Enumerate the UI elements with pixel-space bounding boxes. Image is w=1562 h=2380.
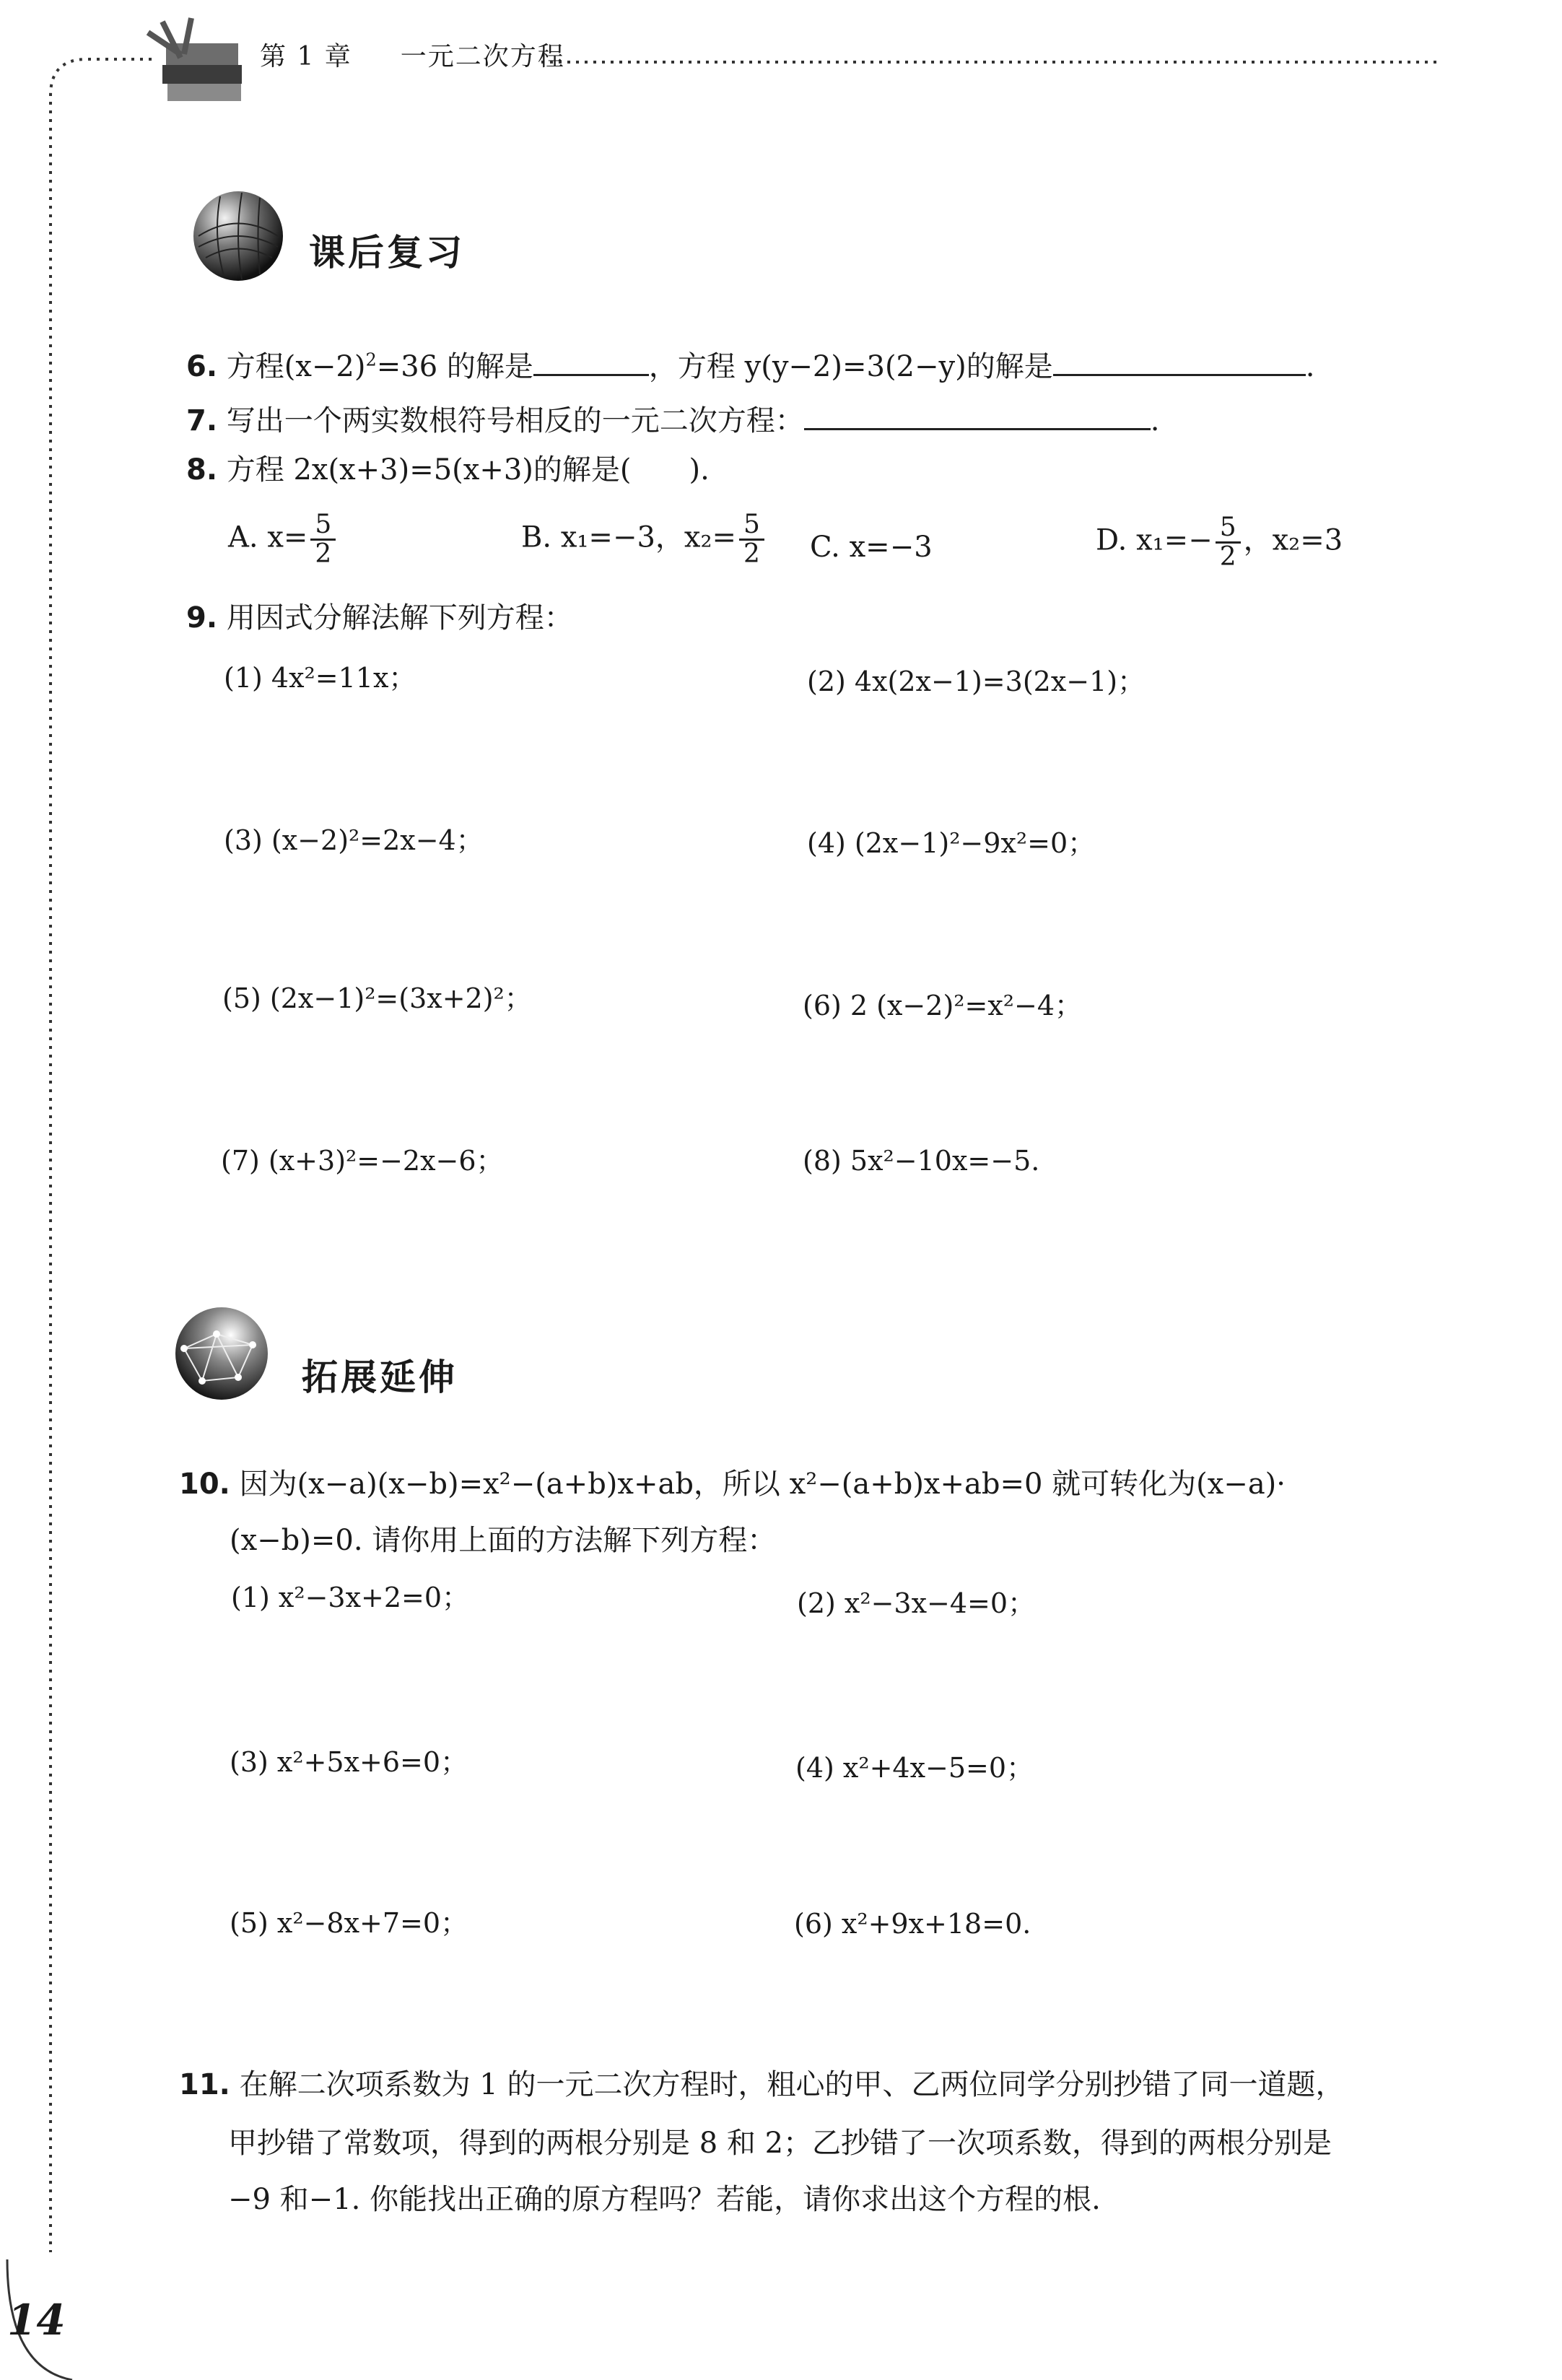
sub-label: (6) (803, 990, 842, 1021)
fraction (1216, 514, 1241, 571)
sub-expr: (2x−1)²−9x²=0； (854, 827, 1096, 859)
chapter-title: 一元二次方程 (400, 42, 565, 71)
question-text: 用因式分解法解下列方程： (226, 601, 573, 635)
sub-question-10-6 (794, 1908, 1031, 1940)
sub-question-9-4 (807, 821, 1095, 860)
denominator: 2 (315, 539, 332, 569)
question-number: 10. (179, 1468, 230, 1501)
option-d[interactable] (1096, 514, 1343, 571)
question-11-line3: −9 和−1. 你能找出正确的原方程吗？若能，请你求出这个方程的根. (228, 2183, 1101, 2216)
question-10-line2: (x−b)=0. 请你用上面的方法解下列方程： (230, 1524, 777, 1557)
sub-expr: 2 (x−2)²=x²−4； (850, 990, 1083, 1021)
sub-expr: x²−3x+2=0； (278, 1582, 470, 1613)
sub-question-10-1 (231, 1575, 469, 1615)
sub-question-9-8 (803, 1145, 1039, 1177)
question-number: 7. (186, 404, 218, 437)
sub-question-10-2 (797, 1581, 1035, 1621)
question-11-line2: 甲抄错了常数项，得到的两根分别是 8 和 2；乙抄错了一次项系数，得到的两根分别是 (228, 2127, 1332, 2160)
fraction (739, 511, 764, 568)
question-number: 9. (186, 601, 218, 635)
sub-expr: 4x²=11x； (271, 662, 416, 694)
sub-question-9-1 (224, 655, 416, 695)
sub-expr: (x−2)²=2x−4； (271, 824, 484, 856)
question-9 (186, 601, 573, 635)
section-title-review: 课后复习 (309, 232, 465, 274)
exponent: 2 (365, 349, 377, 370)
sub-question-10-4 (795, 1745, 1034, 1785)
sub-expr: 5x²−10x=−5. (850, 1145, 1040, 1177)
option-text: x₁=−3，x₂= (560, 520, 737, 554)
option-label: C. (810, 531, 840, 564)
numerator: 5 (739, 511, 764, 541)
question-text: 方程 2x(x+3)=5(x+3)的解是( ). (226, 453, 710, 487)
sub-expr: (2x−1)²=(3x+2)²； (269, 982, 532, 1014)
sub-expr: x²−8x+7=0； (276, 1907, 468, 1939)
numerator: 5 (310, 511, 336, 541)
sub-label: (1) (231, 1582, 270, 1613)
question-number: 8. (186, 453, 218, 487)
question-text: =36 的解是 (376, 350, 533, 383)
sub-label: (6) (794, 1908, 833, 1940)
sub-label: (5) (222, 982, 261, 1014)
sub-expr: x²+9x+18=0. (841, 1908, 1031, 1940)
question-8 (186, 453, 710, 487)
option-text: x= (267, 520, 308, 554)
sub-label: (2) (807, 666, 846, 697)
sub-label: (4) (795, 1752, 834, 1784)
numerator: 5 (1216, 514, 1241, 544)
sub-label: (3) (224, 824, 263, 856)
sub-question-9-7 (221, 1138, 504, 1178)
answer-blank[interactable] (533, 345, 649, 376)
sub-label: (8) (803, 1145, 842, 1177)
option-c[interactable] (810, 530, 933, 565)
question-text: 方程(x−2) (226, 350, 366, 383)
sub-label: (2) (797, 1587, 836, 1619)
question-6 (186, 345, 1314, 384)
question-text: ，方程 y(y−2)=3(2−y)的解是 (648, 350, 1053, 383)
option-text: ，x₂=3 (1243, 523, 1343, 557)
question-text: 因为(x−a)(x−b)=x²−(a+b)x+ab，所以 x²−(a+b)x+ab=0 就可转化为(x−a)· (239, 1468, 1286, 1501)
question-7 (186, 399, 1159, 438)
fraction (310, 511, 336, 568)
answer-blank[interactable] (1053, 345, 1306, 376)
chapter-number: 第 1 章 (260, 42, 352, 71)
option-b[interactable] (521, 511, 767, 568)
question-text: 在解二次项系数为 1 的一元二次方程时，粗心的甲、乙两位同学分别抄错了同一道题， (239, 2068, 1345, 2101)
question-11 (179, 2067, 1344, 2102)
sub-question-9-2 (807, 659, 1145, 699)
question-number: 6. (186, 350, 218, 383)
question-text: 写出一个两实数根符号相反的一元二次方程： (226, 404, 804, 437)
sub-question-9-3 (224, 818, 484, 858)
sub-question-10-3 (230, 1740, 468, 1779)
period: . (1305, 350, 1315, 383)
option-label: A. (228, 520, 258, 554)
sub-question-9-5 (222, 976, 532, 1016)
denominator: 2 (743, 539, 760, 569)
sub-label: (7) (221, 1145, 260, 1177)
sub-expr: x²−3x−4=0； (844, 1587, 1036, 1619)
question-number: 11. (179, 2068, 230, 2101)
sub-label: (5) (230, 1907, 269, 1939)
sub-expr: 4x(2x−1)=3(2x−1)； (854, 666, 1146, 697)
sub-label: (3) (230, 1746, 269, 1778)
option-text: x₁=− (1136, 523, 1213, 557)
globe-network-icon (173, 1305, 271, 1403)
sub-expr: (x+3)²=−2x−6； (268, 1145, 504, 1177)
option-text: x=−3 (849, 531, 933, 564)
page-number: 14 (7, 2296, 66, 2345)
option-a[interactable] (228, 511, 339, 568)
option-label: D. (1096, 523, 1127, 557)
sub-label: (1) (224, 662, 263, 694)
sub-question-10-5 (230, 1901, 468, 1940)
sub-question-9-6 (803, 983, 1082, 1023)
sub-expr: x²+5x+6=0； (276, 1746, 468, 1778)
sub-expr: x²+4x−5=0； (842, 1752, 1034, 1784)
period: . (1150, 404, 1160, 437)
option-label: B. (521, 520, 552, 554)
answer-blank[interactable] (804, 399, 1151, 430)
denominator: 2 (1219, 541, 1236, 572)
sub-label: (4) (807, 827, 846, 859)
question-10 (179, 1467, 1286, 1501)
section-title-extension: 拓展延伸 (302, 1356, 458, 1398)
header-books-icon (123, 14, 253, 108)
chapter-label (260, 36, 565, 73)
globe-icon (191, 189, 285, 283)
